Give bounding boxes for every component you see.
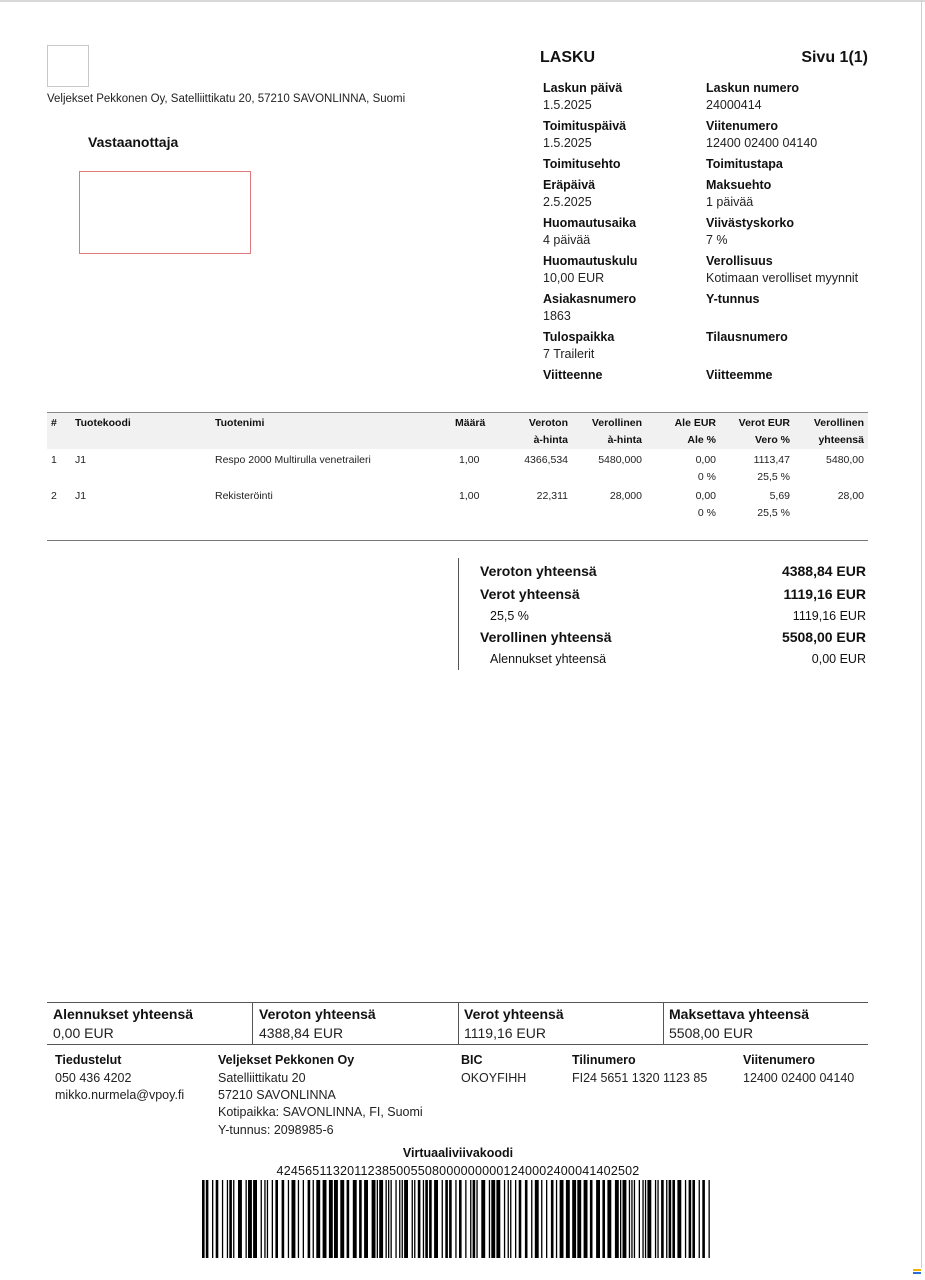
- company-name: Veljekset Pekkonen Oy: [218, 1053, 355, 1067]
- meta-label-delivery-date: Toimituspäivä: [543, 119, 627, 133]
- barcode-bar: [645, 1180, 646, 1258]
- col-header-discount-pct: Ale %: [687, 434, 716, 446]
- meta-value-due-date: 2.5.2025: [543, 195, 592, 209]
- barcode-bar: [323, 1180, 327, 1258]
- barcode-bar: [504, 1180, 505, 1258]
- barcode-bar: [634, 1180, 635, 1258]
- row-tax-pct: 25,5 %: [757, 507, 790, 519]
- barcode-bar: [607, 1180, 611, 1258]
- barcode-bar: [481, 1180, 485, 1258]
- barcode-bar: [685, 1180, 686, 1258]
- barcode-bar: [308, 1180, 311, 1258]
- sender-address-line: Veljekset Pekkonen Oy, Satelliittikatu 20, 57210 SAVONLINNA, Suomi: [47, 93, 406, 105]
- summary-divider: [458, 1003, 459, 1044]
- footer-reference-label: Viitenumero: [743, 1053, 816, 1067]
- summary-bottom-divider: [47, 1044, 868, 1045]
- barcode-bar: [372, 1180, 376, 1258]
- row-discount-eur: 0,00: [695, 454, 716, 466]
- barcode-bar: [388, 1180, 389, 1258]
- meta-label-profit-center: Tulospaikka: [543, 330, 615, 344]
- barcode-bar: [566, 1180, 570, 1258]
- barcode-bar: [541, 1180, 542, 1258]
- meta-value-taxability: Kotimaan verolliset myynnit: [706, 271, 859, 285]
- barcode-bar: [702, 1180, 705, 1258]
- contact-email: mikko.nurmela@vpoy.fi: [55, 1088, 185, 1102]
- col-header-tax-pct: Vero %: [754, 434, 790, 446]
- barcode-bar: [423, 1180, 424, 1258]
- barcode-bar: [246, 1180, 247, 1258]
- inquiries-label: Tiedustelut: [55, 1053, 122, 1067]
- row-number: 2: [51, 490, 57, 502]
- barcode-bar: [519, 1180, 522, 1258]
- barcode-bar: [642, 1180, 643, 1258]
- col-header-gross-price-unit: à-hinta: [607, 434, 642, 446]
- barcode-bar: [359, 1180, 362, 1258]
- row-line-total: 28,00: [837, 490, 864, 502]
- col-header-line-total-2: yhteensä: [818, 434, 864, 446]
- virtual-barcode-number: 424565113201123850055080000000001240002400041402502: [276, 1164, 640, 1178]
- footer-reference-value: 12400 02400 04140: [743, 1071, 855, 1085]
- barcode-bar: [399, 1180, 400, 1258]
- barcode-bar: [620, 1180, 621, 1258]
- barcode-bar: [272, 1180, 273, 1258]
- col-header-quantity: Määrä: [455, 417, 486, 429]
- barcode-bar: [404, 1180, 408, 1258]
- barcode-bar: [298, 1180, 299, 1258]
- barcode-bar: [596, 1180, 600, 1258]
- meta-value-notice-period: 4 päivää: [543, 233, 591, 247]
- company-domicile: Kotipaikka: SAVONLINNA, FI, Suomi: [218, 1105, 423, 1119]
- barcode-bar: [347, 1180, 350, 1258]
- barcode-bar: [282, 1180, 285, 1258]
- barcode-bar: [434, 1180, 438, 1258]
- barcode-bar: [414, 1180, 415, 1258]
- barcode-bar: [364, 1180, 368, 1258]
- bic-label: BIC: [461, 1053, 483, 1067]
- barcode-bar: [470, 1180, 471, 1258]
- tax-rate-label: 25,5 %: [490, 609, 529, 623]
- barcode-bar: [391, 1180, 392, 1258]
- barcode-bar: [602, 1180, 605, 1258]
- total-gross-value: 5508,00 EUR: [781, 629, 866, 645]
- row-discount-eur: 0,00: [695, 490, 716, 502]
- barcode-bar: [216, 1180, 219, 1258]
- meta-label-customer-number: Asiakasnumero: [543, 292, 637, 306]
- summary-discounts-label: Alennukset yhteensä: [53, 1006, 194, 1022]
- row-net-price: 4366,534: [524, 454, 568, 466]
- barcode-bar: [459, 1180, 462, 1258]
- barcode-bar: [689, 1180, 692, 1258]
- row-line-total: 5480,00: [826, 454, 864, 466]
- barcode-bar: [353, 1180, 357, 1258]
- meta-label-notice-period: Huomautusaika: [543, 216, 637, 230]
- barcode-bar: [261, 1180, 262, 1258]
- row-product-code: J1: [75, 454, 87, 466]
- barcode-bar: [615, 1180, 619, 1258]
- barcode-bar: [267, 1180, 268, 1258]
- row-quantity: 1,00: [459, 490, 480, 502]
- summary-tax-value: 1119,16 EUR: [464, 1025, 546, 1041]
- row-number: 1: [51, 454, 57, 466]
- barcode-bar: [669, 1180, 672, 1258]
- col-header-gross-price: Verollinen: [591, 417, 642, 429]
- page-top-edge: [0, 0, 925, 2]
- total-discount-value: 0,00 EUR: [811, 652, 866, 666]
- virtual-barcode-title: Virtuaaliviivakoodi: [402, 1146, 514, 1160]
- barcode-bar: [238, 1180, 242, 1258]
- meta-label-reminder-fee: Huomautuskulu: [543, 254, 638, 268]
- company-postal: 57210 SAVONLINNA: [218, 1088, 336, 1102]
- barcode-bar: [531, 1180, 532, 1258]
- barcode-bar: [329, 1180, 333, 1258]
- meta-value-invoice-date: 1.5.2025: [543, 98, 592, 112]
- meta-value-invoice-number: 24000414: [706, 98, 762, 112]
- meta-label-reference-number: Viitenumero: [706, 119, 779, 133]
- meta-label-invoice-date: Laskun päivä: [543, 81, 623, 95]
- barcode-bar: [623, 1180, 627, 1258]
- row-product-name: Respo 2000 Multirulla venetraileri: [215, 454, 371, 466]
- meta-label-your-reference: Viitteenne: [543, 368, 603, 382]
- meta-value-customer-number: 1863: [543, 309, 571, 323]
- barcode-bar: [677, 1180, 681, 1258]
- barcode-bar: [577, 1180, 581, 1258]
- barcode-bar: [672, 1180, 675, 1258]
- barcode-bar: [313, 1180, 314, 1258]
- summary-payable-label: Maksettava yhteensä: [669, 1006, 810, 1022]
- row-net-price: 22,311: [536, 490, 568, 502]
- meta-value-delivery-date: 1.5.2025: [543, 136, 592, 150]
- barcode-bar: [316, 1180, 320, 1258]
- barcode-bar: [449, 1180, 452, 1258]
- barcode-bar: [476, 1180, 477, 1258]
- barcode-bar: [647, 1180, 651, 1258]
- total-tax-value: 1119,16 EUR: [783, 586, 866, 602]
- barcode-bar: [229, 1180, 232, 1258]
- barcode-bar: [709, 1180, 710, 1258]
- barcode-bar: [377, 1180, 378, 1258]
- document-title: LASKU: [540, 49, 596, 66]
- col-header-product-code: Tuotekoodi: [75, 417, 131, 429]
- barcode-bar: [515, 1180, 516, 1258]
- barcode-bar: [334, 1180, 338, 1258]
- summary-net-label: Veroton yhteensä: [259, 1006, 376, 1022]
- barcode-bar: [227, 1180, 228, 1258]
- totals-divider: [458, 558, 459, 670]
- meta-label-invoice-number: Laskun numero: [706, 81, 800, 95]
- barcode-bar: [206, 1180, 209, 1258]
- table-top-divider: [47, 412, 868, 413]
- meta-label-delivery-terms: Toimitusehto: [543, 157, 621, 171]
- col-header-product-name: Tuotenimi: [215, 417, 265, 429]
- col-header-line-total: Verollinen: [813, 417, 864, 429]
- total-tax-label: Verot yhteensä: [480, 586, 580, 602]
- meta-value-profit-center: 7 Trailerit: [543, 347, 595, 361]
- barcode-bar: [661, 1180, 664, 1258]
- barcode-bar: [395, 1180, 396, 1258]
- meta-value-reference-number: 12400 02400 04140: [706, 136, 818, 150]
- barcode-bar: [657, 1180, 658, 1258]
- page-right-edge: [921, 0, 922, 1268]
- meta-label-taxability: Verollisuus: [706, 254, 773, 268]
- recipient-title: Vastaanottaja: [88, 134, 179, 150]
- recipient-address-box: [79, 171, 251, 254]
- col-header-tax-eur: Verot EUR: [738, 417, 790, 429]
- account-label: Tilinumero: [572, 1053, 636, 1067]
- barcode-bar: [429, 1180, 432, 1258]
- row-discount-pct: 0 %: [697, 471, 716, 483]
- summary-discounts-value: 0,00 EUR: [53, 1025, 114, 1041]
- tax-rate-value: 1119,16 EUR: [792, 609, 866, 623]
- barcode-bar: [248, 1180, 252, 1258]
- row-tax-eur: 5,69: [769, 490, 790, 502]
- col-header-number: #: [51, 417, 57, 429]
- barcode-bar: [222, 1180, 223, 1258]
- barcode-bar: [510, 1180, 511, 1258]
- barcode-bar: [535, 1180, 539, 1258]
- row-product-code: J1: [75, 490, 87, 502]
- col-header-discount-eur: Ale EUR: [674, 417, 716, 429]
- summary-divider: [252, 1003, 253, 1044]
- barcode-bar: [629, 1180, 630, 1258]
- row-gross-price: 5480,000: [598, 454, 642, 466]
- barcode-bar: [508, 1180, 509, 1258]
- meta-label-delivery-method: Toimitustapa: [706, 157, 783, 171]
- col-header-net-price: Veroton: [528, 417, 568, 429]
- company-street: Satelliittikatu 20: [218, 1071, 306, 1085]
- barcode-bar: [590, 1180, 593, 1258]
- barcode-bar: [556, 1180, 557, 1258]
- meta-label-penalty-interest: Viivästyskorko: [706, 216, 795, 230]
- meta-label-order-number: Tilausnumero: [706, 330, 788, 344]
- logo-placeholder: [47, 45, 89, 87]
- barcode-bar: [572, 1180, 576, 1258]
- barcode-bar: [491, 1180, 495, 1258]
- barcode-bar: [551, 1180, 554, 1258]
- barcode-bar: [560, 1180, 564, 1258]
- meta-label-business-id: Y-tunnus: [706, 292, 760, 306]
- meta-label-our-reference: Viitteemme: [706, 368, 773, 382]
- barcode-bar: [489, 1180, 490, 1258]
- barcode-bar: [412, 1180, 413, 1258]
- barcode-bar: [275, 1180, 278, 1258]
- company-business-id: Y-tunnus: 2098985-6: [218, 1123, 334, 1137]
- account-value: FI24 5651 1320 1123 85: [572, 1071, 708, 1085]
- barcode-bar: [379, 1180, 383, 1258]
- summary-net-value: 4388,84 EUR: [259, 1025, 344, 1041]
- total-discount-label: Alennukset yhteensä: [490, 652, 607, 666]
- table-bottom-divider: [47, 540, 868, 541]
- col-header-net-price-unit: à-hinta: [533, 434, 568, 446]
- barcode-bar: [692, 1180, 695, 1258]
- barcode-bar: [496, 1180, 500, 1258]
- barcode-bar: [303, 1180, 304, 1258]
- total-gross-label: Verollinen yhteensä: [480, 629, 612, 645]
- corner-logo-icon: [913, 1268, 921, 1276]
- barcode-bar: [546, 1180, 547, 1258]
- barcode: [198, 1180, 716, 1258]
- summary-tax-label: Verot yhteensä: [464, 1006, 564, 1022]
- barcode-bar: [639, 1180, 640, 1258]
- contact-phone: 050 436 4202: [55, 1071, 132, 1085]
- barcode-bar: [386, 1180, 387, 1258]
- barcode-bar: [666, 1180, 667, 1258]
- total-net-value: 4388,84 EUR: [781, 563, 866, 579]
- row-tax-eur: 1113,47: [753, 454, 790, 466]
- row-quantity: 1,00: [459, 454, 480, 466]
- bic-value: OKOYFIHH: [461, 1071, 527, 1085]
- barcode-bar: [253, 1180, 257, 1258]
- barcode-bar: [631, 1180, 632, 1258]
- barcode-bar: [212, 1180, 213, 1258]
- barcode-bar: [264, 1180, 265, 1258]
- barcode-bar: [425, 1180, 428, 1258]
- total-net-label: Veroton yhteensä: [480, 563, 597, 579]
- summary-divider: [663, 1003, 664, 1044]
- row-tax-pct: 25,5 %: [757, 471, 790, 483]
- barcode-bar: [655, 1180, 656, 1258]
- barcode-bar: [402, 1180, 403, 1258]
- barcode-bar: [202, 1180, 205, 1258]
- barcode-bar: [233, 1180, 234, 1258]
- barcode-bar: [525, 1180, 528, 1258]
- barcode-bar: [288, 1180, 289, 1258]
- barcode-bar: [473, 1180, 476, 1258]
- meta-value-reminder-fee: 10,00 EUR: [543, 271, 605, 285]
- barcode-bar: [465, 1180, 466, 1258]
- row-gross-price: 28,000: [609, 490, 642, 502]
- barcode-bar: [699, 1180, 700, 1258]
- row-product-name: Rekisteröinti: [215, 490, 273, 502]
- row-discount-pct: 0 %: [697, 507, 716, 519]
- meta-label-payment-terms: Maksuehto: [706, 178, 772, 192]
- barcode-bar: [292, 1180, 296, 1258]
- barcode-bar: [340, 1180, 344, 1258]
- meta-value-penalty-interest: 7 %: [706, 233, 728, 247]
- barcode-bar: [584, 1180, 588, 1258]
- barcode-bar: [455, 1180, 456, 1258]
- barcode-bar: [442, 1180, 443, 1258]
- summary-payable-value: 5508,00 EUR: [669, 1025, 754, 1041]
- page-number: Sivu 1(1): [801, 49, 868, 66]
- barcode-bar: [445, 1180, 448, 1258]
- meta-value-payment-terms: 1 päivää: [706, 195, 754, 209]
- meta-label-due-date: Eräpäivä: [543, 178, 596, 192]
- barcode-bar: [418, 1180, 421, 1258]
